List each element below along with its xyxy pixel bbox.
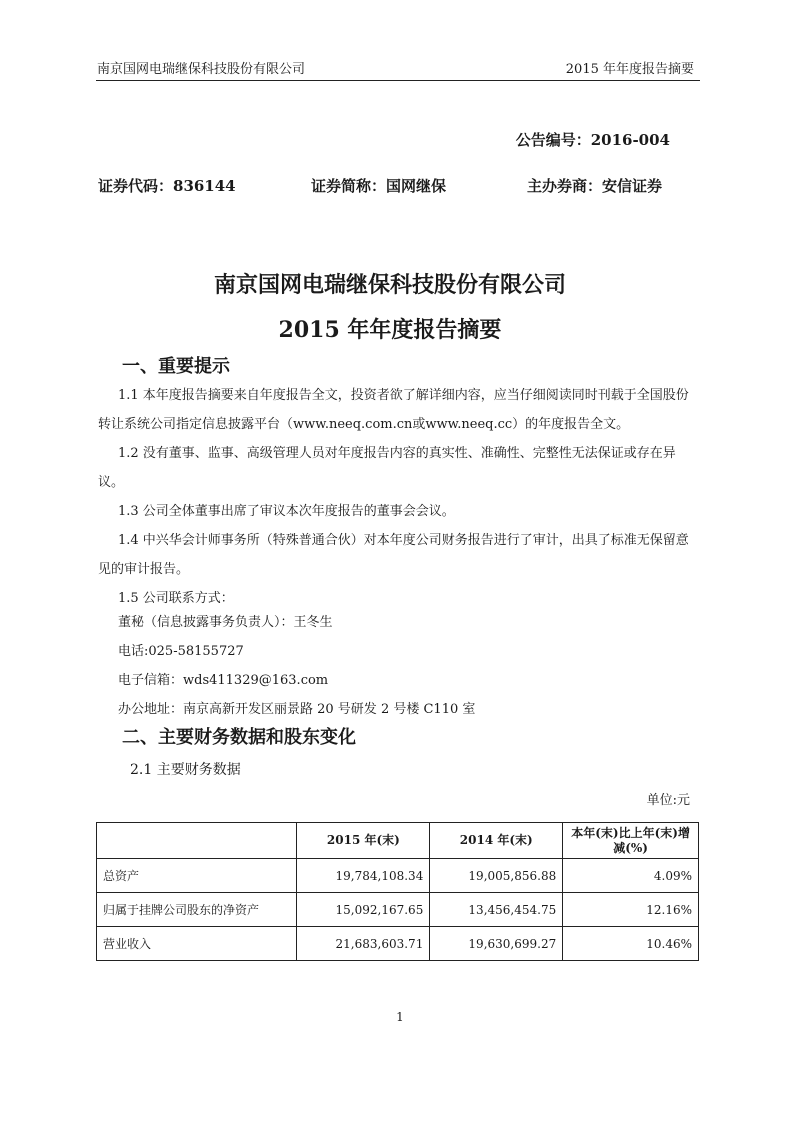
unit-label: 单位:元 bbox=[646, 793, 690, 808]
contact-secretary: 董秘（信息披露事务负责人）：王冬生 bbox=[118, 615, 333, 630]
value-2015: 15,092,167.65 bbox=[297, 893, 430, 927]
paragraph-1-5: 1.5 公司联系方式： bbox=[118, 591, 234, 606]
paragraph-1-1: 1.1 本年度报告摘要来自年度报告全文，投资者欲了解详细内容，应当仔细阅读同时刊载于全国股份转让系统公司指定信息披露平台（www.neeq.com.cn或www.neeq.cc）的年度报告全文。 bbox=[98, 388, 689, 432]
financial-data-table bbox=[96, 822, 699, 961]
change-percent: 4.09% bbox=[563, 859, 699, 893]
value-2015: 19,784,108.34 bbox=[297, 859, 430, 893]
value-2015: 21,683,603.71 bbox=[297, 927, 430, 961]
header-divider bbox=[96, 80, 700, 81]
paragraph-1-3: 1.3 公司全体董事出席了审议本次年度报告的董事会会议。 bbox=[118, 504, 455, 519]
table-row bbox=[97, 927, 699, 961]
subsection-2-1: 2.1 主要财务数据 bbox=[130, 762, 241, 778]
row-label: 营业收入 bbox=[97, 927, 297, 961]
column-header: 本年(末)比上年(末)增减(%) bbox=[563, 823, 699, 859]
value-2014: 19,630,699.27 bbox=[430, 927, 563, 961]
header-doc-title: 2015 年年度报告摘要 bbox=[565, 62, 694, 77]
column-header: 2014 年(末) bbox=[430, 823, 563, 859]
paragraph-1-2: 1.2 没有董事、监事、高级管理人员对年度报告内容的真实性、准确性、完整性无法保证或存在异议。 bbox=[98, 446, 676, 490]
sponsor-broker: 主办券商：安信证券 bbox=[527, 177, 663, 195]
notice-number: 公告编号：2016-004 bbox=[515, 131, 670, 149]
column-header: 2015 年(末) bbox=[297, 823, 430, 859]
security-abbr: 证券简称：国网继保 bbox=[311, 177, 447, 195]
row-label: 归属于挂牌公司股东的净资产 bbox=[97, 893, 297, 927]
report-title-company: 南京国网电瑞继保科技股份有限公司 bbox=[213, 272, 566, 298]
table-header-row bbox=[97, 823, 699, 859]
value-2014: 19,005,856.88 bbox=[430, 859, 563, 893]
contact-address: 办公地址：南京高新开发区丽景路 20 号研发 2 号楼 C110 室 bbox=[118, 702, 476, 717]
report-title-name: 2015 年年度报告摘要 bbox=[278, 317, 502, 343]
section2-heading: 二、主要财务数据和股东变化 bbox=[122, 727, 356, 748]
table-row bbox=[97, 859, 699, 893]
table-row bbox=[97, 893, 699, 927]
contact-phone: 电话:025-58155727 bbox=[118, 644, 244, 659]
section1-heading: 一、重要提示 bbox=[122, 356, 230, 377]
change-percent: 12.16% bbox=[563, 893, 699, 927]
column-header bbox=[97, 823, 297, 859]
change-percent: 10.46% bbox=[563, 927, 699, 961]
paragraph-1-4: 1.4 中兴华会计师事务所（特殊普通合伙）对本年度公司财务报告进行了审计，出具了标准无保留意见的审计报告。 bbox=[98, 533, 689, 577]
page-number: 1 bbox=[396, 1010, 404, 1024]
value-2014: 13,456,454.75 bbox=[430, 893, 563, 927]
header-company: 南京国网电瑞继保科技股份有限公司 bbox=[97, 62, 306, 77]
contact-email: 电子信箱：wds411329@163.com bbox=[118, 673, 329, 688]
security-code: 证券代码：836144 bbox=[98, 177, 236, 195]
row-label: 总资产 bbox=[97, 859, 297, 893]
